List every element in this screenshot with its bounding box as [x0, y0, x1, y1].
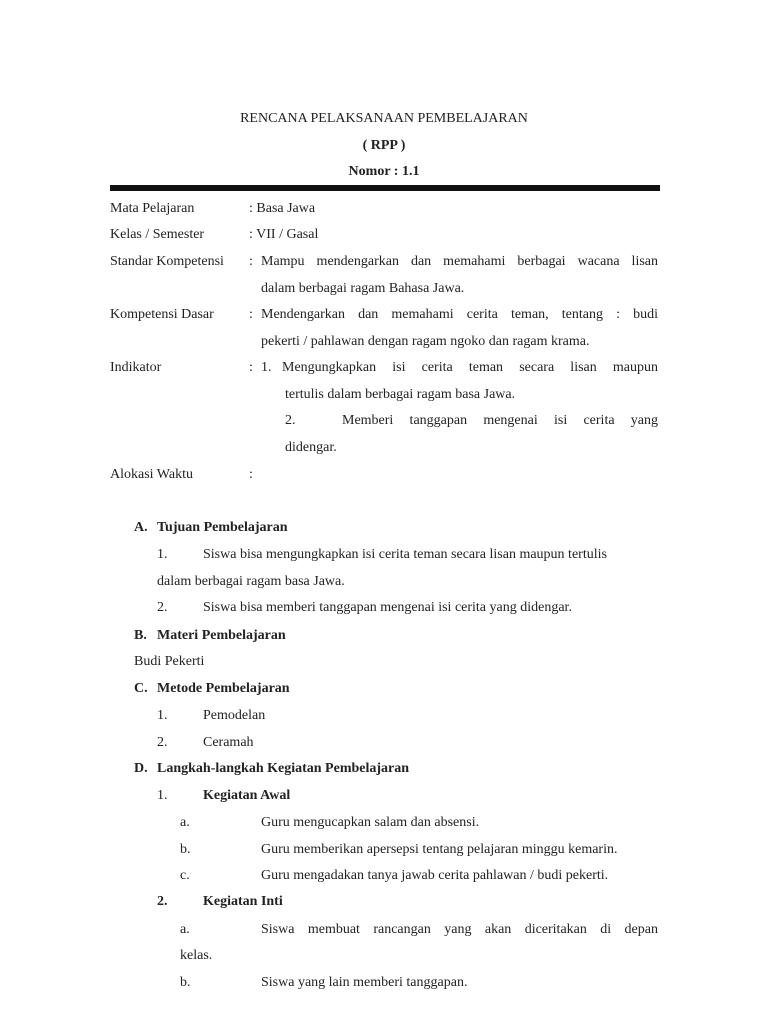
section-a-item-1-line1: Siswa bisa mengungkapkan isi cerita teman secara lisan maupun tertulis: [203, 547, 607, 562]
standar-kompetensi-label: Standar Kompetensi: [110, 254, 224, 269]
indikator-item-2-line2: didengar.: [285, 440, 337, 455]
kelas-label: Kelas / Semester: [110, 227, 205, 242]
section-a-item-1-line2: dalam berbagai ragam basa Jawa.: [157, 574, 345, 589]
section-c-title: Metode Pembelajaran: [157, 681, 290, 696]
section-c-number-1: 1.: [157, 708, 168, 723]
kegiatan-awal-title: Kegiatan Awal: [203, 788, 291, 803]
indikator-colon: :: [249, 360, 253, 375]
section-b-letter: B.: [134, 628, 147, 643]
document-number: Nomor : 1.1: [348, 164, 420, 179]
document-subtitle: ( RPP ): [362, 138, 406, 153]
kompetensi-dasar-line1: Mendengarkan dan memahami cerita teman, tentang : budi: [261, 307, 658, 322]
kegiatan-awal-number: 1.: [157, 788, 168, 803]
section-a-item-2: Siswa bisa memberi tanggapan mengenai isi cerita yang didengar.: [203, 600, 572, 615]
kegiatan-inti-a-letter: a.: [180, 922, 190, 937]
indikator-item-1-line2: tertulis dalam berbagai ragam basa Jawa.: [285, 387, 516, 402]
section-a-title: Tujuan Pembelajaran: [157, 520, 288, 535]
kegiatan-awal-b: Guru memberikan apersepsi tentang pelajaran minggu kemarin.: [261, 842, 618, 857]
section-d-title: Langkah-langkah Kegiatan Pembelajaran: [157, 761, 410, 776]
section-c-item-2: Ceramah: [203, 735, 254, 750]
indikator-label: Indikator: [110, 360, 162, 375]
indikator-number-1: 1.: [261, 360, 272, 375]
section-c-letter: C.: [134, 681, 148, 696]
kegiatan-inti-title: Kegiatan Inti: [203, 894, 283, 909]
standar-kompetensi-line2: dalam berbagai ragam Bahasa Jawa.: [261, 281, 465, 296]
kompetensi-dasar-line2: pekerti / pahlawan dengan ragam ngoko dan ragam krama.: [261, 334, 590, 349]
kegiatan-inti-b: Siswa yang lain memberi tanggapan.: [261, 975, 468, 990]
standar-kompetensi-colon: :: [249, 254, 253, 269]
kegiatan-inti-a-line2: kelas.: [180, 948, 213, 963]
kompetensi-dasar-colon: :: [249, 307, 253, 322]
kegiatan-awal-a-letter: a.: [180, 815, 190, 830]
document-title: RENCANA PELAKSANAAN PEMBELAJARAN: [240, 111, 528, 126]
indikator-number-2: 2.: [285, 413, 296, 428]
kegiatan-inti-number: 2.: [157, 894, 168, 909]
standar-kompetensi-line1: Mampu mendengarkan dan memahami berbagai wacana lisan: [261, 254, 658, 269]
indikator-item-2-line1: Memberi tanggapan mengenai isi cerita yang: [342, 413, 658, 428]
kegiatan-awal-c: Guru mengadakan tanya jawab cerita pahlawan / budi pekerti.: [261, 868, 609, 883]
section-b-content: Budi Pekerti: [134, 654, 205, 669]
kompetensi-dasar-label: Kompetensi Dasar: [110, 307, 214, 322]
header-divider: [110, 185, 660, 191]
mata-pelajaran-value: : Basa Jawa: [249, 201, 316, 216]
section-c-number-2: 2.: [157, 735, 168, 750]
kegiatan-inti-a-line1: Siswa membuat rancangan yang akan diceritakan di depan: [261, 922, 658, 937]
alokasi-waktu-label: Alokasi Waktu: [110, 467, 193, 482]
alokasi-waktu-colon: :: [249, 467, 253, 482]
kelas-value: : VII / Gasal: [249, 227, 319, 242]
section-a-number-1: 1.: [157, 547, 168, 562]
section-d-letter: D.: [134, 761, 148, 776]
section-a-letter: A.: [134, 520, 148, 535]
section-b-title: Materi Pembelajaran: [157, 628, 286, 643]
kegiatan-awal-c-letter: c.: [180, 868, 190, 883]
mata-pelajaran-label: Mata Pelajaran: [110, 201, 195, 216]
kegiatan-awal-a: Guru mengucapkan salam dan absensi.: [261, 815, 480, 830]
section-c-item-1: Pemodelan: [203, 708, 266, 723]
indikator-item-1-line1: Mengungkapkan isi cerita teman secara lisan maupun: [282, 360, 658, 375]
section-a-number-2: 2.: [157, 600, 168, 615]
kegiatan-inti-b-letter: b.: [180, 975, 191, 990]
kegiatan-awal-b-letter: b.: [180, 842, 191, 857]
